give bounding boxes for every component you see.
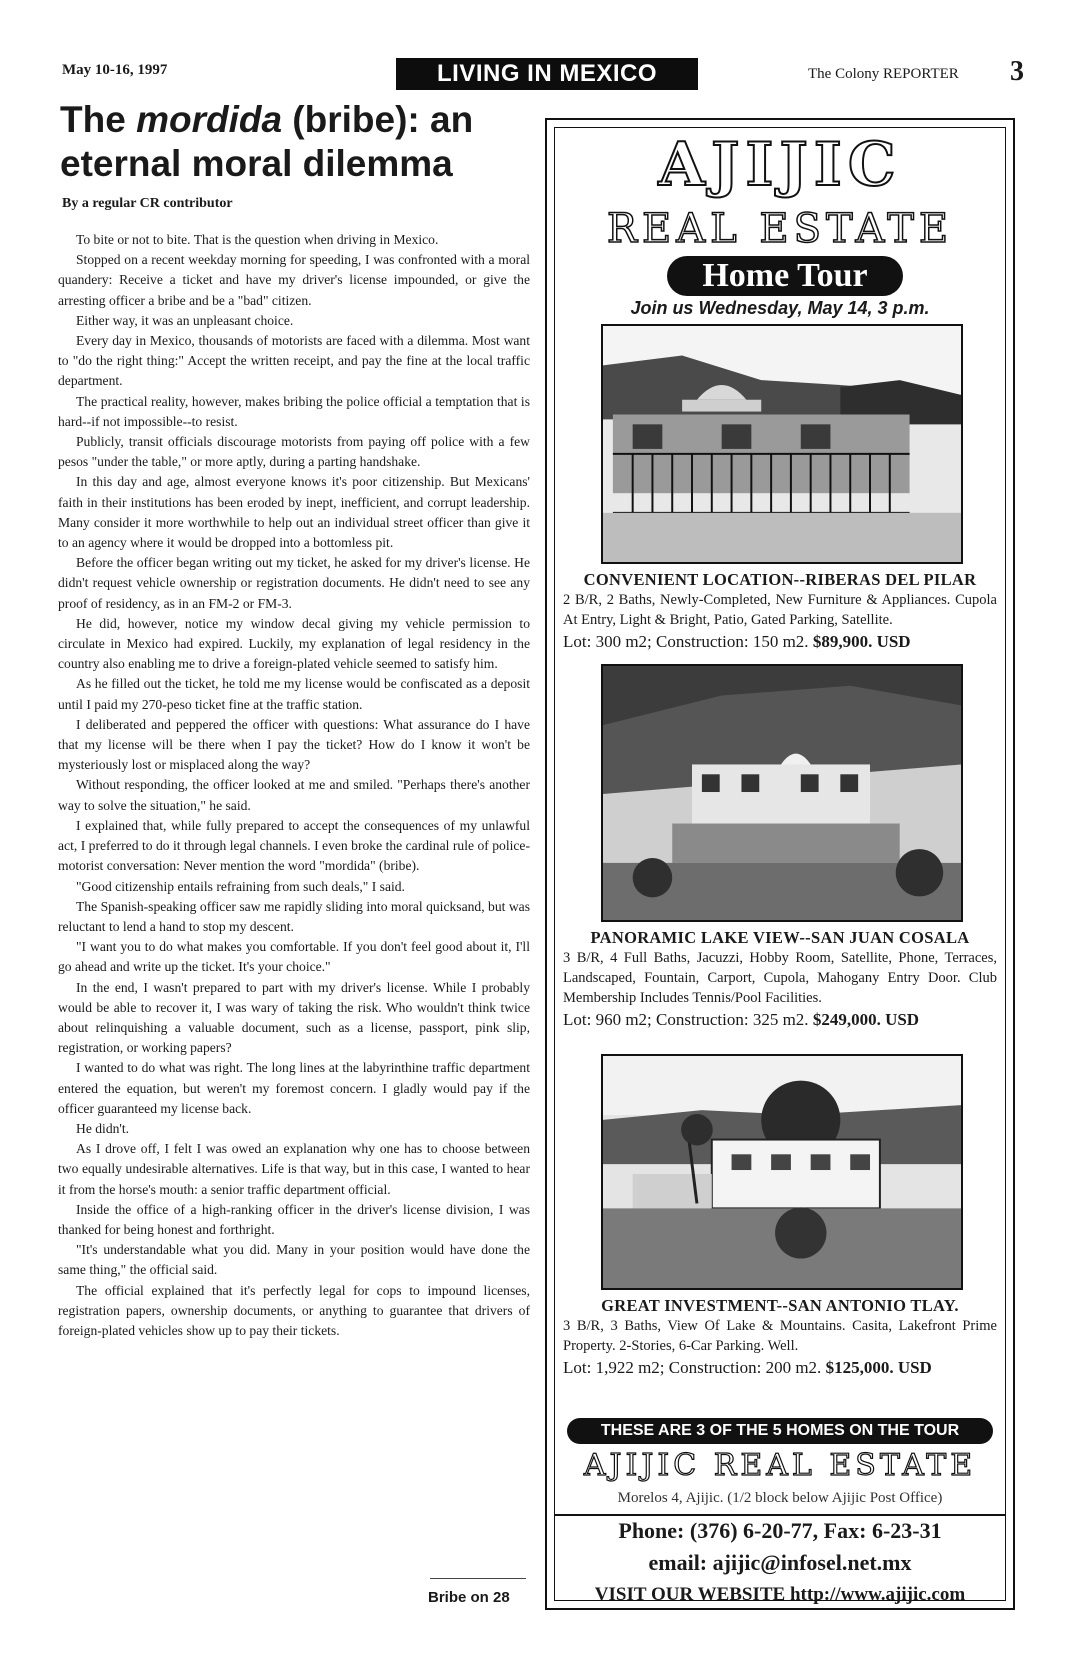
article-paragraph: The Spanish-speaking officer saw me rapidly sliding into moral quicksand, but was reluctant to lend a hand to stop my descent. — [58, 898, 530, 934]
article-paragraph: I deliberated and peppered the officer with questions: What assurance do I have that my license will be there when I pay the ticket? How do I know it won't be mysteriously lost or misplaced along the way? — [58, 716, 530, 773]
article-paragraph: To bite or not to bite. That is the question when driving in Mexico. — [76, 232, 439, 247]
article-paragraph: As he filled out the ticket, he told me my license would be confiscated as a deposit until I paid my 270-peso ticket fine at the traffic station. — [58, 676, 530, 712]
ad-logo-subtitle: REAL ESTATE — [606, 206, 954, 252]
house-photo-2-image — [603, 666, 961, 920]
listing-lot — [563, 1008, 997, 1032]
article-paragraph: "It's understandable what you did. Many in your position would have done the same thing," the official said. — [58, 1242, 530, 1278]
article-paragraph: He did, however, notice my window decal giving my vehicle permission to circulate in Mexico had expired. Luckily, my explanation of legal residency in the country also enabling me to drive a foreign-plated vehicle seemed to satisfy him. — [58, 615, 530, 672]
office-address: Morelos 4, Ajijic. (1/2 block below Ajijic Post Office) — [617, 1490, 943, 1506]
headline-part-1: The — [60, 99, 137, 140]
listing-title: PANORAMIC LAKE VIEW--SAN JUAN COSALA — [590, 928, 970, 947]
article-paragraph: "I want you to do what makes you comfortable. If you don't feel good about it, I'll go ahead and write up the ticket. It's your choice." — [58, 939, 530, 975]
listing-description: 2 B/R, 2 Baths, Newly-Completed, New Furniture & Appliances. Cupola At Entry, Light & Bright, Patio, Gated Parking, Satellite. — [563, 592, 997, 628]
listing-lot — [563, 630, 997, 654]
listing-2 — [563, 928, 997, 1032]
page-number: 3 — [1010, 56, 1024, 87]
article-paragraph: The practical reality, however, makes bribing the police official a temptation that is hard--if not impossible--to resist. — [58, 393, 530, 429]
ad-logo-name: AJIJIC — [658, 130, 902, 200]
article-paragraph: He didn't. — [76, 1120, 130, 1136]
phone-fax: Phone: (376) 6-20-77, Fax: 6-23-31 — [618, 1518, 942, 1543]
article-body — [58, 230, 530, 1341]
article-paragraph: In the end, I wasn't prepared to part with my driver's license. While I probably would be able to recover it, I was wary of taking the risk. Who wouldn't think twice about relinquishing a valuable document, such as a license, passport, pink slip, registration, or working papers? — [58, 979, 530, 1056]
tour-note-banner: THESE ARE 3 OF THE 5 HOMES ON THE TOUR — [567, 1418, 993, 1444]
article-paragraph: Before the officer began writing out my ticket, he asked for my driver's license. He didn't request vehicle ownership or registration documents. He didn't need to see any proof of residency, as in an FM-2 or FM-3. — [58, 555, 530, 611]
email-address[interactable]: email: ajijic@infosel.net.mx — [648, 1550, 912, 1575]
headline-part-2: (bribe): an eternal moral dilemma — [60, 99, 474, 184]
listing-title: CONVENIENT LOCATION--RIBERAS DEL PILAR — [583, 570, 977, 589]
listing-description: 3 B/R, 3 Baths, View Of Lake & Mountains. Casita, Lakefront Prime Property. 2-Stories, 6-Car Parking. Well. — [563, 1318, 997, 1354]
house-photo-2 — [601, 664, 963, 922]
article-paragraph: I explained that, while fully prepared to accept the consequences of my unlawful act, I preferred to do it through legal channels. I even broke the cardinal rule of police-motorist conversation: Never mention the word "mordida" (bribe). — [58, 817, 530, 874]
listing-1 — [563, 570, 997, 654]
ad-inner-frame — [554, 127, 1006, 1605]
ad-logo-bottom: AJIJIC REAL ESTATE — [583, 1448, 977, 1483]
listing-price: $249,000. USD — [812, 1010, 920, 1029]
listing-price: $125,000. USD — [825, 1358, 932, 1377]
website-link[interactable]: VISIT OUR WEBSITE http://www.ajijic.com — [594, 1584, 966, 1605]
article-paragraph: Stopped on a recent weekday morning for speeding, I was confronted with a moral quandery: Receive a ticket and have my driver's license impounded, or give the arresting officer a bribe and be a "bad" citizen. — [58, 252, 530, 308]
article-paragraph: The official explained that it's perfectly legal for cops to impound licenses, registration papers, ownership documents, or anything to guarantee that drivers of foreign-plated vehicles show up to pay their tickets. — [58, 1282, 530, 1338]
article-paragraph: Without responding, the officer looked at me and smiled. "Perhaps there's another way to solve the situation," he said. — [58, 777, 530, 813]
article-paragraph: Publicly, transit officials discourage motorists from paying off police with a few pesos "under the table," or more aptly, during a parting handshake. — [58, 434, 530, 470]
contact-divider — [555, 1514, 1005, 1516]
article-paragraph: Inside the office of a high-ranking officer in the driver's license division, I was thanked for being honest and forthright. — [58, 1201, 530, 1237]
article-paragraph: Either way, it was an unpleasant choice. — [76, 312, 294, 328]
article-byline: By a regular CR contributor — [62, 196, 233, 211]
house-photo-1-image — [603, 326, 961, 562]
article-headline — [60, 98, 530, 186]
article-paragraph: As I drove off, I felt I was owed an explanation why one has to choose between two equally undesirable alternatives. Life is that way, but in this case, I wanted to hear it from the horse's mouth: a senior traffic department official. — [58, 1141, 530, 1197]
section-banner: LIVING IN MEXICO — [396, 58, 698, 90]
article-paragraph: "Good citizenship entails refraining from such deals," I said. — [76, 878, 405, 894]
continuation-rule — [430, 1578, 526, 1579]
listing-description: 3 B/R, 4 Full Baths, Jacuzzi, Hobby Room, Satellite, Phone, Terraces, Landscaped, Fountain, Carport, Cupola, Mahogany Entry Door. Club Membership Includes Tennis/Pool Facilities. — [563, 950, 997, 1006]
listing-3 — [563, 1296, 997, 1380]
article-paragraph: Every day in Mexico, thousands of motorists are faced with a dilemma. Most want to "do the right thing:" Accept the written receipt, and pay the fine at the local traffic department. — [58, 333, 530, 389]
listing-lot-size: Lot: 960 m2; Construction: 325 m2. — [563, 1010, 809, 1029]
real-estate-ad — [545, 118, 1015, 1610]
listing-lot-size: Lot: 1,922 m2; Construction: 200 m2. — [563, 1358, 822, 1377]
issue-date: May 10-16, 1997 — [62, 62, 168, 78]
house-photo-1 — [601, 324, 963, 564]
article-paragraph: In this day and age, almost everyone knows it's poor citizenship. But Mexicans' faith in their institutions has been eroded by inept, inefficient, and corrupt leadership. Many consider it more worthwhile to help out an individual street officer than give it to an agency where it would be dropped into a bottomless pit. — [58, 474, 530, 551]
article-paragraph: I wanted to do what was right. The long lines at the labyrinthine traffic department entered the equation, but weren't my foremost concern. I gladly would pay if the officer guaranteed my license back. — [58, 1060, 530, 1116]
listing-lot — [563, 1356, 997, 1380]
listing-lot-size: Lot: 300 m2; Construction: 150 m2. — [563, 632, 809, 651]
home-tour-badge: Home Tour — [667, 256, 903, 296]
tour-invite: Join us Wednesday, May 14, 3 p.m. — [630, 298, 930, 318]
listing-price: $89,900. USD — [812, 632, 911, 651]
headline-italic-word: mordida — [136, 99, 283, 140]
listing-title: GREAT INVESTMENT--SAN ANTONIO TLAY. — [601, 1296, 959, 1315]
house-photo-3 — [601, 1054, 963, 1290]
publication-name: The Colony REPORTER — [808, 66, 959, 82]
continued-on-link[interactable]: Bribe on 28 — [428, 1589, 510, 1606]
house-photo-3-image — [603, 1056, 961, 1288]
